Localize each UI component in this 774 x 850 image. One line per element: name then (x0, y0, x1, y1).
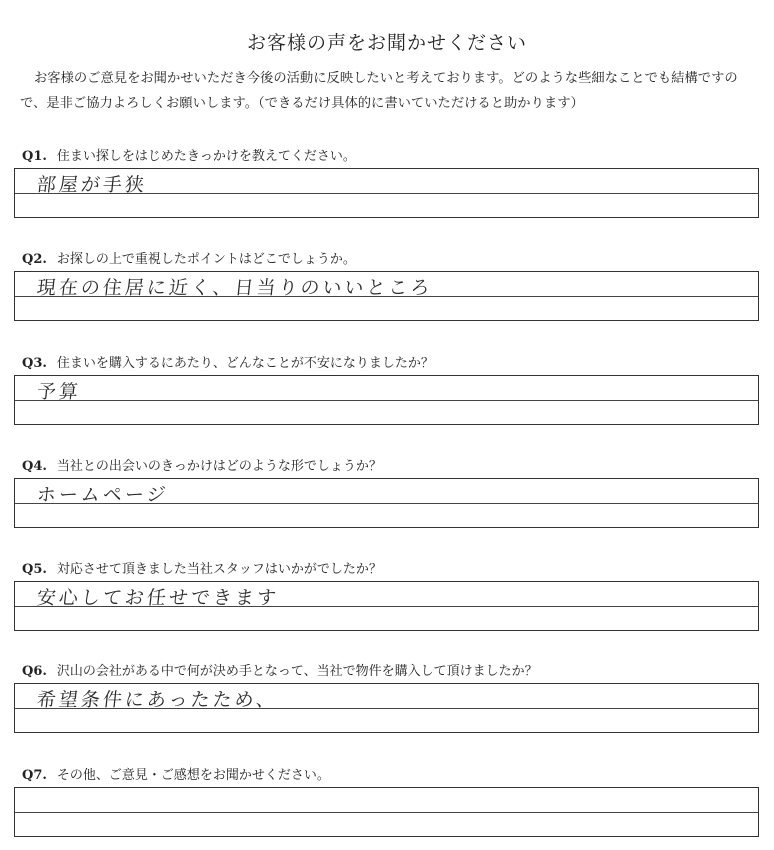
question-text: 当社との出会いのきっかけはどのような形でしょうか？ (56, 459, 382, 474)
question-number: Q4. (22, 459, 47, 474)
question-4 (22, 455, 382, 474)
answer-line (15, 400, 758, 401)
question-text: その他、ご意見・ご感想をお聞かせください。 (56, 768, 330, 783)
handwritten-answer: 現在の住居に近く、日当りのいいところ (35, 277, 434, 299)
answer-box-5[interactable] (14, 581, 759, 631)
answer-line (15, 812, 758, 813)
answer-box-7[interactable] (14, 787, 759, 837)
question-number: Q5. (22, 562, 47, 577)
intro-text: お客様のご意見をお聞かせいただき今後の活動に反映したいと考えております。どのような些細なことでも結構ですので、是非ご協力よろしくお願いします。（できるだけ具体的に書いていただけると助かります） (20, 71, 738, 111)
question-number: Q6. (22, 664, 47, 679)
answer-box-4[interactable] (14, 478, 759, 528)
question-1 (22, 145, 356, 164)
question-number: Q2. (22, 252, 47, 267)
question-text: 沢山の会社がある中で何が決め手となって、当社で物件を購入して頂けましたか？ (56, 664, 538, 679)
question-6 (22, 660, 538, 679)
handwritten-answer: 部屋が手狭 (35, 174, 149, 196)
answer-box-6[interactable] (14, 683, 759, 733)
question-text: 対応させて頂きました当社スタッフはいかがでしたか？ (56, 562, 382, 577)
handwritten-answer: 希望条件にあったため、 (35, 689, 280, 711)
answer-box-3[interactable] (14, 375, 759, 425)
question-text: 住まいを購入するにあたり、どんなことが不安になりましたか？ (56, 356, 434, 371)
question-5 (22, 558, 382, 577)
handwritten-answer: ホームページ (35, 484, 170, 506)
page-title: お客様の声をお聞かせください (246, 32, 527, 54)
answer-box-1[interactable] (14, 168, 759, 218)
question-number: Q1. (22, 149, 47, 164)
question-2 (22, 248, 356, 267)
handwritten-answer: 安心してお任せできます (35, 587, 281, 609)
answer-box-2[interactable] (14, 271, 759, 321)
question-7 (22, 764, 330, 783)
question-text: 住まい探しをはじめたきっかけを教えてください。 (56, 149, 356, 164)
question-3 (22, 352, 434, 371)
question-number: Q3. (22, 356, 47, 371)
handwritten-answer: 予算 (35, 381, 83, 403)
question-text: お探しの上で重視したポイントはどこでしょうか。 (56, 252, 356, 267)
question-number: Q7. (22, 768, 47, 783)
